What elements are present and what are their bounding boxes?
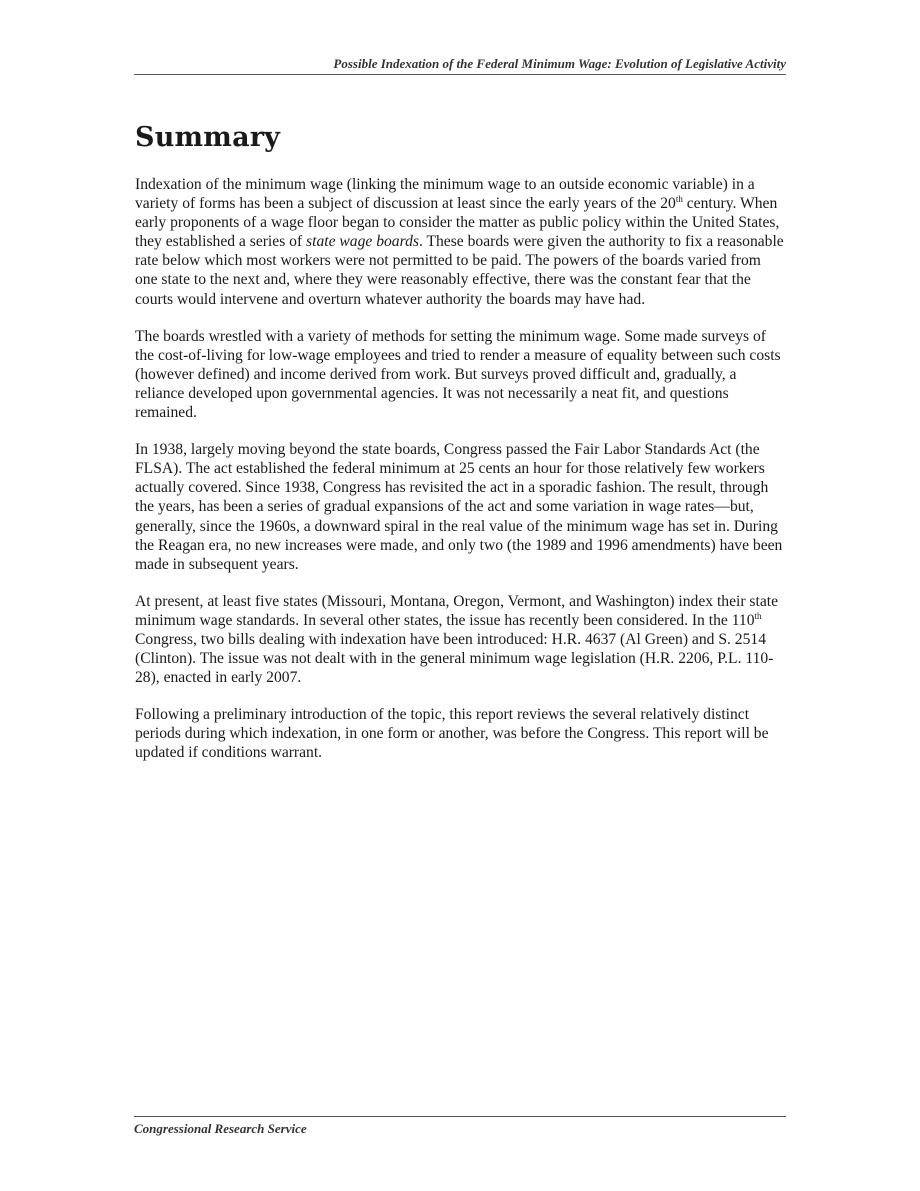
- page-content: [135, 122, 787, 781]
- running-header-title: Possible Indexation of the Federal Minimum Wage: Evolution of Legislative Activity: [333, 56, 786, 71]
- footer-publisher: Congressional Research Service: [134, 1121, 307, 1136]
- page-title: Summary: [135, 122, 281, 153]
- summary-paragraph-4: [135, 592, 787, 687]
- p1-superscript: th: [675, 194, 683, 205]
- p4-text-b: Congress, two bills dealing with indexation have been introduced: H.R. 4637 (Al Green) and S. 2514 (Clinton). The issue was not dealt with in the general minimum wage legislation (H.R. 2206, P.L. 110-28), enacted in early 2007.: [135, 630, 774, 687]
- p1-text-b: century. When early proponents of a wage floor began to consider the matter as public policy within the United States, they established a series of: [135, 195, 780, 251]
- p4-superscript: th: [754, 610, 762, 621]
- summary-paragraph-2: The boards wrestled with a variety of methods for setting the minimum wage. Some made surveys of the cost-of-living for low-wage employees and tried to render a measure of equality between such costs (however defined) and income derived from work. But surveys proved difficult and, gradually, a reliance developed upon governmental agencies. It was not necessarily a neat fit, and questions remained.: [135, 327, 781, 422]
- p4-text-a: At present, at least five states (Missouri, Montana, Oregon, Vermont, and Washington) index their state minimum wage standards. In several other states, the issue has recently been considered. In the 110: [135, 592, 779, 629]
- p1-text-d: . These boards were given the authority to fix a reasonable rate below which most workers were not permitted to be paid. The powers of the boards varied from one state to the next and, where they were reasonably effective, there was the constant fear that the courts would intervene and overturn whatever authority the boards may have had.: [135, 233, 784, 308]
- running-footer: [134, 1116, 786, 1137]
- p1-text-a: Indexation of the minimum wage (linking the minimum wage to an outside economic variable) in a variety of forms has been a subject of discussion at least since the early years of the 20: [135, 176, 755, 213]
- summary-paragraph-1: [135, 175, 787, 309]
- summary-paragraph-3: In 1938, largely moving beyond the state boards, Congress passed the Fair Labor Standards Act (the FLSA). The act established the federal minimum at 25 cents an hour for those relatively few workers actually covered. Since 1938, Congress has revisited the act in a sporadic fashion. The result, through the years, has been a series of gradual expansions of the act and some variation in wage rates—but, generally, since the 1960s, a downward spiral in the real value of the minimum wage has set in. During the Reagan era, no new increases were made, and only two (the 1989 and 1996 amendments) have been made in subsequent years.: [135, 441, 783, 573]
- p1-italic-term: state wage boards: [306, 233, 419, 251]
- summary-paragraph-5: Following a preliminary introduction of the topic, this report reviews the several relatively distinct periods during which indexation, in one form or another, was before the Congress. This report will be updated if conditions warrant.: [135, 706, 769, 762]
- running-header: [134, 56, 786, 75]
